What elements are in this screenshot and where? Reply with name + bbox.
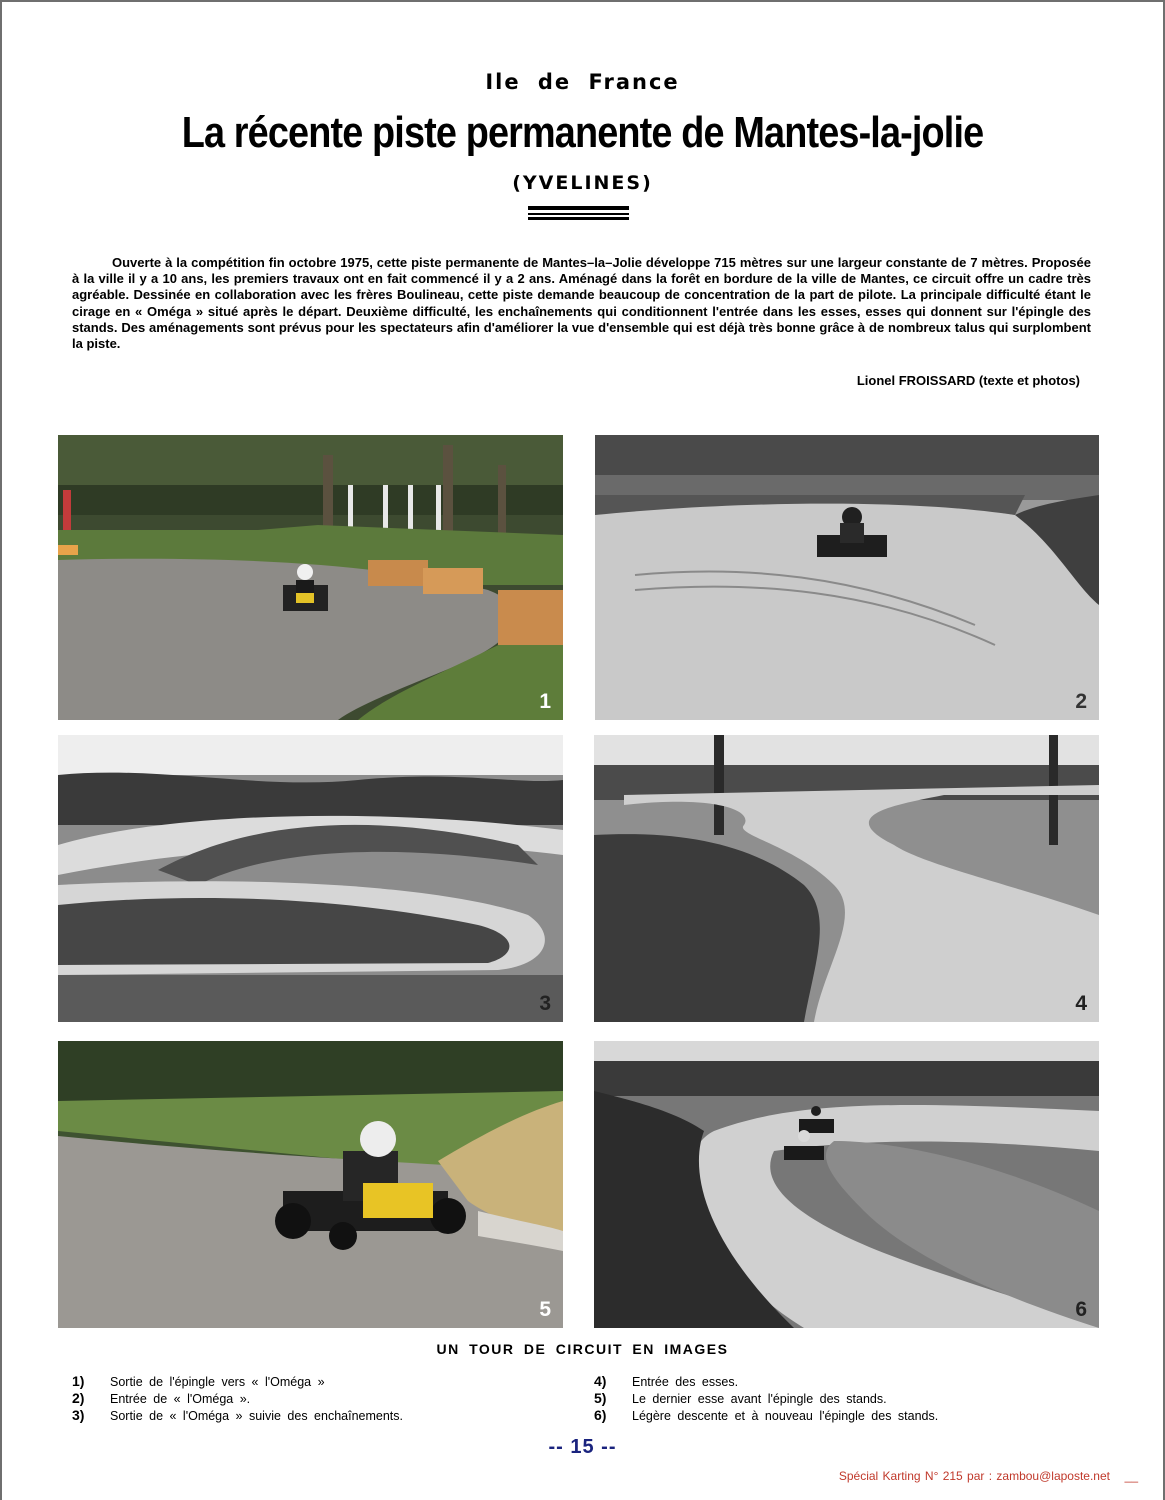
photo-number: 3 — [539, 992, 551, 1015]
article-byline: Lionel FROISSARD (texte et photos) — [856, 373, 1080, 388]
caption-text: Entrée des esses. — [632, 1375, 739, 1389]
page-number: -- 15 -- — [548, 1436, 617, 1458]
caption-item — [594, 1373, 1074, 1390]
photo-2 — [595, 435, 1099, 720]
region-kicker: Ile de France — [485, 70, 680, 94]
captions-title: UN TOUR DE CIRCUIT EN IMAGES — [436, 1341, 729, 1357]
photo-5 — [58, 1041, 563, 1328]
caption-text: Légère descente et à nouveau l'épingle des stands. — [632, 1409, 939, 1423]
caption-item — [72, 1373, 552, 1390]
page-title: La récente piste permanente de Mantes-la-jolie — [181, 108, 984, 157]
photo-6 — [594, 1041, 1099, 1328]
caption-text: Le dernier esse avant l'épingle des stands. — [632, 1392, 887, 1406]
caption-item — [594, 1407, 1074, 1424]
caption-number: 6) — [594, 1407, 607, 1423]
captions-left — [72, 1373, 552, 1424]
photo-3 — [58, 735, 563, 1022]
captions-right — [594, 1373, 1074, 1424]
photo-number: 1 — [539, 690, 551, 713]
caption-item — [72, 1390, 552, 1407]
caption-number: 3) — [72, 1407, 85, 1423]
footer-credit: Spécial Karting N° 215 par : zambou@laposte.net — [838, 1469, 1110, 1483]
caption-number: 5) — [594, 1390, 607, 1406]
caption-text: Sortie de « l'Oméga » suivie des enchaînements. — [110, 1409, 403, 1423]
title-rule — [528, 206, 629, 210]
article-intro: Ouverte à la compétition fin octobre 1975, cette piste permanente de Mantes–la–Jolie développe 715 mètres sur une largeur constante de 7 mètres. Proposée à la ville il y a 10 ans, les premiers travaux ont en fait commencé il y a 2 ans. Aménagé dans la forêt en bordure de la ville de Mantes, ce circuit offre un cadre très agréable. Dessinée en collaboration avec les frères Boulineau, cette piste demande beaucoup de concentration de la part de pilote. La principale difficulté étant le cirage en « Oméga » situé après le départ. Deuxième difficulté, les enchaînements qui conditionnent l'entrée dans les esses, esses qui donnent sur l'épingle des stands. Des aménagements sont prévus pour les spectateurs afin d'améliorer la vue d'ensemble qui est déjà très bonne grâce à de nombreux talus qui surplombent la piste. — [72, 255, 1091, 352]
page-subtitle: (YVELINES) — [512, 172, 653, 194]
page-border-left — [0, 0, 2, 1500]
photo-number: 2 — [1075, 690, 1087, 713]
photo-1 — [58, 435, 563, 720]
caption-text: Entrée de « l'Oméga ». — [110, 1392, 251, 1406]
photo-number: 4 — [1075, 992, 1087, 1015]
photo-number: 6 — [1075, 1298, 1087, 1321]
photo-number: 5 — [539, 1298, 551, 1321]
caption-number: 4) — [594, 1373, 607, 1389]
footer-dash: __ — [1124, 1469, 1138, 1483]
page-border-top — [0, 0, 1165, 2]
caption-number: 2) — [72, 1390, 85, 1406]
title-rule — [528, 217, 629, 220]
photo-4 — [594, 735, 1099, 1022]
title-rule — [528, 213, 629, 215]
caption-item — [594, 1390, 1074, 1407]
caption-text: Sortie de l'épingle vers « l'Oméga » — [110, 1375, 325, 1389]
caption-item — [72, 1407, 552, 1424]
caption-number: 1) — [72, 1373, 85, 1389]
